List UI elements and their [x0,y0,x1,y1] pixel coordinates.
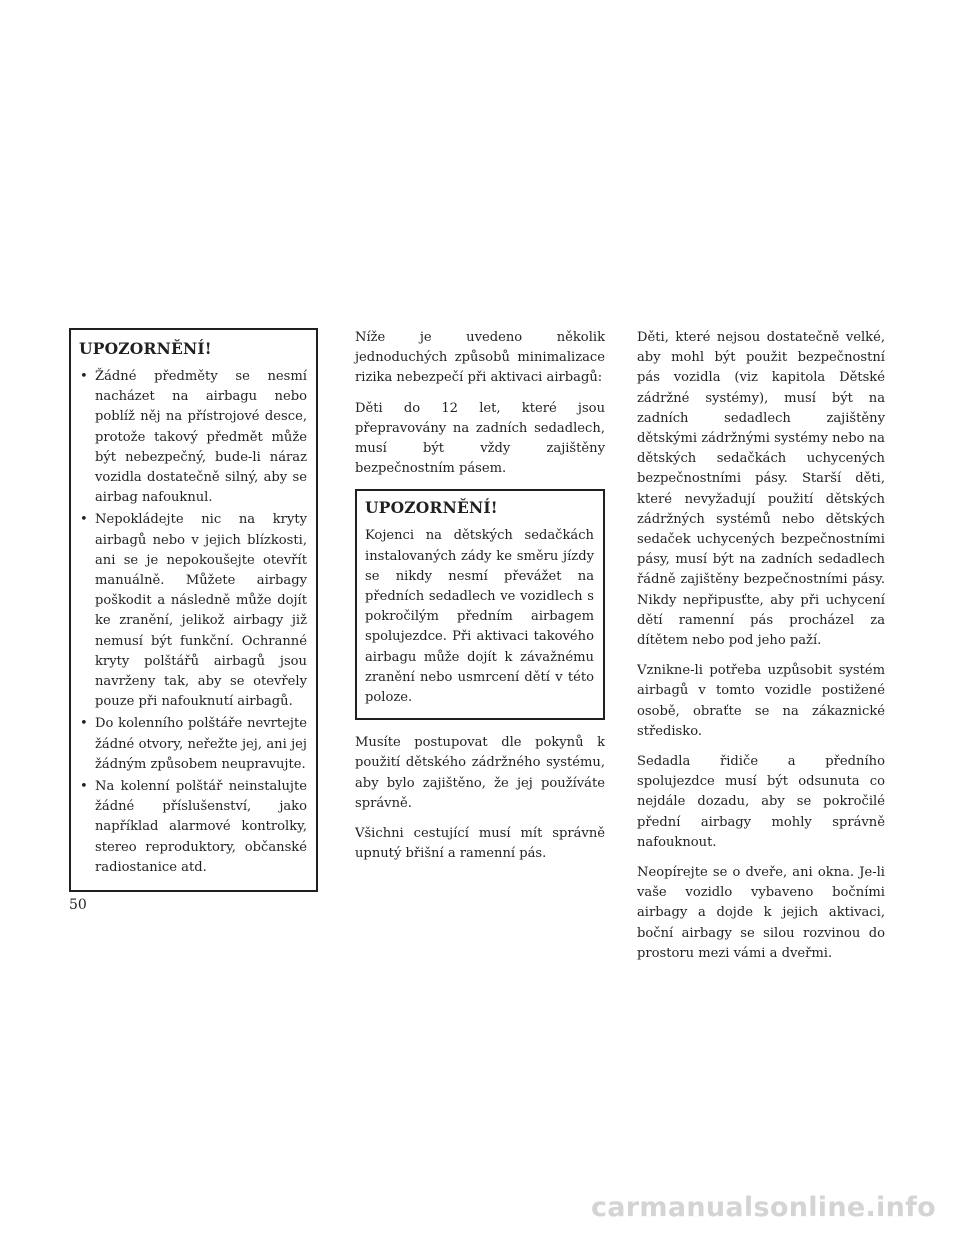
bullet-dot-icon: • [80,369,88,384]
warning-bullet-item [79,714,307,775]
body-paragraph: Sedadla řidiče a předního spolujezdce musí být odsunuta co nejdále dozadu, aby se pokročilé přední airbagy mohly správně nafouknout. [637,754,885,850]
warning-bullet-text: Na kolenní polštář neinstalujte žádné příslušenství, jako například alarmové kontrolky, stereo reproduktory, občanské radiostanice atd. [95,779,307,875]
body-paragraph: Níže je uvedeno několik jednoduchých způsobů minimalizace rizika nebezpečí při aktivaci airbagů: [355,330,605,386]
bullet-dot-icon: • [80,779,88,795]
column-middle [355,328,605,874]
bullet-dot-icon: • [80,512,88,528]
body-paragraph: Děti, které nejsou dostatečně velké, aby mohl být použit bezpečnostní pás vozidla (viz kapitola Dětské zádržné systémy), musí být na zadních sedadlech zajištěny dětskými zádržnými systémy nebo na dětských sedačkách uchycených bezpečnostními pásy. Starší děti, které nevyžadují použití dětských zádržných systémů nebo dětských sedaček uchycených bezpečnostními pásy, musí být na zadních sedadlech řádně zajištěny bezpečnostními pásy. Nikdy nepřipusťte, aby při uchycení dětí ramenní pás procházel za dítětem nebo pod jeho paží. [637,330,885,649]
body-paragraph: Vznikne-li potřeba uzpůsobit systém airbagů v tomto vozidle postižené osobě, obraťte se na zákaznické středisko. [637,663,885,739]
page-number: 50 [69,897,87,913]
body-paragraph: Všichni cestující musí mít správně upnutý břišní a ramenní pás. [355,826,605,862]
warning-bullet-text: Žádné předměty se nesmí nacházet na airbagu nebo poblíž něj na přístrojové desce, protože takový předmět může být nebezpečný, bude-li náraz vozidla dostatečně silný, aby se airbag nafouknul. [95,369,307,506]
column-right [637,328,885,974]
warning-box-airbag-objects [69,328,318,892]
warning-bullet-text: Do kolenního polštáře nevrtejte žádné otvory, neřežte jej, ani jej žádným způsobem neupravujte. [95,716,307,772]
warning-bullet-item [79,510,307,712]
warning-bullet-text: Nepokládejte nic na kryty airbagů nebo v jejich blízkosti, ani se je nepokoušejte otevřít manuálně. Můžete airbagy poškodit a následně může dojít ke zranění, jelikož airbagy již nemusí být funkční. Ochranné kryty polštářů airbagů jsou navrženy tak, aby se otevřely pouze při nafouknutí airbagů. [95,512,307,710]
body-paragraph: Neopírejte se o dveře, ani okna. Je-li vaše vozidlo vybaveno bočními airbagy a dojde k jejich aktivaci, boční airbagy se silou rozvinou do prostoru mezi vámi a dveřmi. [637,865,885,961]
warning-bullet-list [79,367,307,878]
warning-bullet-item [79,777,307,878]
column-left [69,328,318,892]
watermark-text: carmanualsonline.info [590,1192,936,1223]
warning-bullet-item [79,367,307,508]
warning-box-rear-facing-seat [355,489,605,720]
body-paragraph: Děti do 12 let, které jsou přepravovány na zadních sedadlech, musí být vždy zajištěny bezpečnostním pásem. [355,400,605,477]
warning-title: UPOZORNĚNÍ! [365,498,498,518]
body-paragraph: Musíte postupovat dle pokynů k použití dětského zádržného systému, aby bylo zajištěno, že jej používáte správně. [355,735,605,811]
bullet-dot-icon: • [80,716,88,732]
warning-title: UPOZORNĚNÍ! [79,339,212,358]
warning-text: Kojenci na dětských sedačkách instalovaných zády ke směru jízdy se nikdy nesmí převážet na předních sedadlech ve vozidlech s pokročilým předním airbagem spolujezdce. Při aktivaci takového airbagu může dojít k závažnému zranění nebo usmrcení dětí v této poloze. [365,528,594,706]
